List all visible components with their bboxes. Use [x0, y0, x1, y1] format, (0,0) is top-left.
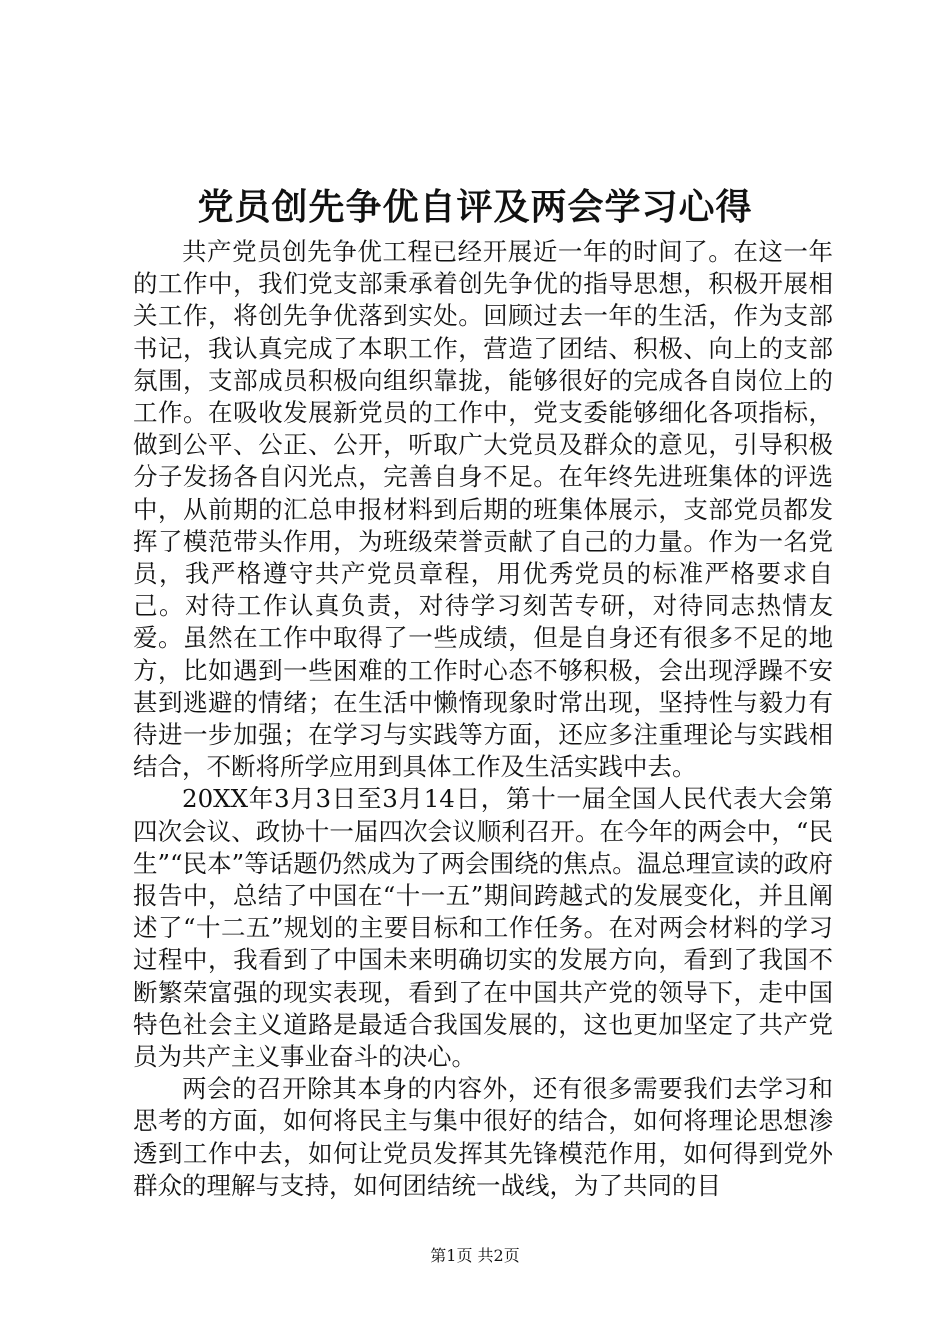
page-footer [0, 1244, 950, 1268]
page-total: 共2页 [477, 1246, 520, 1265]
paragraph-2: 20XX年3月3日至3月14日，第十一届全国人民代表大会第四次会议、政协十一届四次会议顺利召开。在今年的两会中，“民生”“民本”等话题仍然成为了两会围绕的焦点。温总理宣读的政府报告中，总结了中国在“十一五”期间跨越式的发展变化，并且阐述了“十二五”规划的主要目标和工作任务。在对两会材料的学习过程中，我看到了中国未来明确切实的发展方向，看到了我国不断繁荣富强的现实表现，看到了在中国共产党的领导下，走中国特色社会主义道路是最适合我国发展的，这也更加坚定了共产党员为共产主义事业奋斗的决心。 [133, 784, 833, 1072]
paragraph-3: 两会的召开除其本身的内容外，还有很多需要我们去学习和思考的方面，如何将民主与集中很好的结合，如何将理论思想渗透到工作中去，如何让党员发挥其先锋模范作用，如何得到党外群众的理解与支持，如何团结统一战线，为了共同的目 [133, 1074, 833, 1200]
document-title: 党员创先争优自评及两会学习心得 [197, 187, 753, 228]
page-number: 第1页 [430, 1246, 473, 1265]
document-body [133, 236, 833, 1202]
paragraph-1: 共产党员创先争优工程已经开展近一年的时间了。在这一年的工作中，我们党支部秉承着创先争优的指导思想，积极开展相关工作，将创先争优落到实处。回顾过去一年的生活，作为支部书记，我认真完成了本职工作，营造了团结、积极、向上的支部氛围，支部成员积极向组织靠拢，能够很好的完成各自岗位上的工作。在吸收发展新党员的工作中，党支委能够细化各项指标，做到公平、公正、公开，听取广大党员及群众的意见，引导积极分子发扬各自闪光点，完善自身不足。在年终先进班集体的评选中，从前期的汇总申报材料到后期的班集体展示，支部党员都发挥了模范带头作用，为班级荣誉贡献了自己的力量。作为一名党员，我严格遵守共产党员章程，用优秀党员的标准严格要求自己。对待工作认真负责，对待学习刻苦专研，对待同志热情友爱。虽然在工作中取得了一些成绩，但是自身还有很多不足的地方，比如遇到一些困难的工作时心态不够积极，会出现浮躁不安甚到逃避的情绪；在生活中懒惰现象时常出现，坚持性与毅力有待进一步加强；在学习与实践等方面，还应多注重理论与实践相结合，不断将所学应用到具体工作及生活实践中去。 [133, 237, 833, 782]
